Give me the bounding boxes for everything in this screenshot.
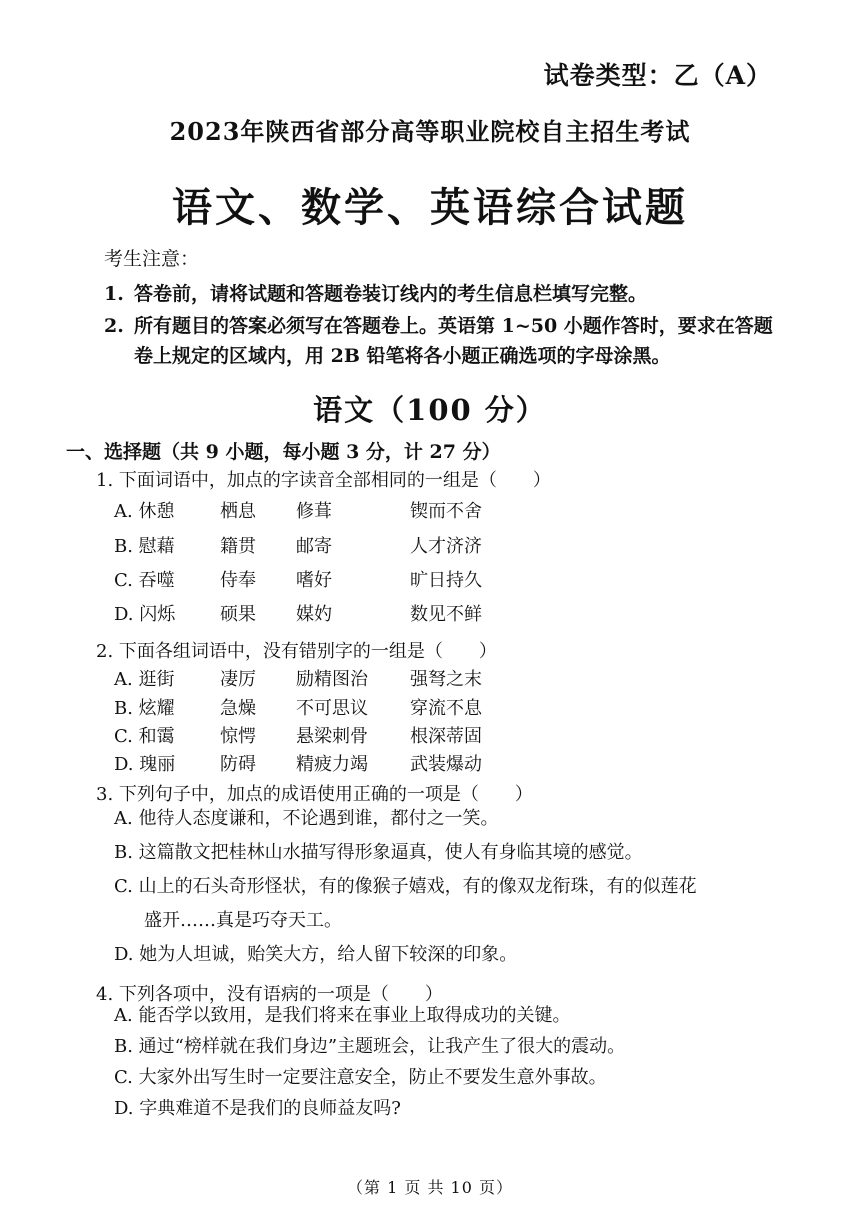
option-cell: 数见不鲜 (410, 604, 482, 625)
option-cell: A. 逛街 (114, 669, 175, 690)
note-number: 1. (104, 283, 124, 305)
note-number: 2. (104, 315, 124, 337)
option-cell: 武装爆动 (410, 754, 482, 775)
option-cell: 旷日持久 (410, 570, 482, 591)
question-4-option-b: B. 通过“榜样就在我们身边”主题班会，让我产生了很大的震动。 (114, 1036, 626, 1057)
option-cell: 悬梁刺骨 (296, 726, 368, 747)
question-3-options (114, 802, 794, 972)
option-cell: 防碍 (220, 754, 256, 775)
option-cell: 邮寄 (296, 536, 332, 557)
question-1-option-a (114, 497, 482, 523)
option-cell: 凄厉 (220, 669, 256, 690)
note-item (104, 279, 784, 309)
option-cell: 穿流不息 (410, 698, 482, 719)
question-4-options (114, 1000, 794, 1124)
option-cell: 励精图治 (296, 669, 368, 690)
question-1-option-d (114, 600, 482, 626)
option-cell: 修葺 (296, 501, 332, 522)
paper-type: 试卷类型：乙（A） (543, 61, 772, 90)
question-3-stem: 3. 下列句子中，加点的成语使用正确的一项是（ ） (96, 784, 533, 805)
option-cell: 侍奉 (220, 570, 256, 591)
option-cell: 栖息 (220, 501, 256, 522)
option-cell: 惊愕 (220, 726, 256, 747)
question-2-option-a (114, 665, 482, 691)
option-cell: 精疲力竭 (296, 754, 368, 775)
question-4-option-c: C. 大家外出写生时一定要注意安全，防止不要发生意外事故。 (114, 1067, 607, 1088)
option-cell: 人才济济 (410, 536, 482, 557)
exam-title: 语文、数学、英语综合试题 (172, 184, 688, 231)
option-cell: B. 慰藉 (114, 536, 175, 557)
question-1-option-b (114, 532, 482, 558)
option-cell: C. 和霭 (114, 726, 175, 747)
question-2-option-b (114, 694, 482, 720)
section-title: 语文（100 分） (313, 393, 547, 427)
option-cell: 不可思议 (296, 698, 368, 719)
question-1-option-c (114, 566, 482, 592)
option-cell: 籍贯 (220, 536, 256, 557)
question-4-stem: 4. 下列各项中，没有语病的一项是（ ） (96, 984, 443, 1005)
option-cell: D. 瑰丽 (114, 754, 176, 775)
option-cell: C. 吞噬 (114, 570, 175, 591)
question-4-option-d: D. 字典难道不是我们的良师益友吗? (114, 1098, 401, 1119)
notes-heading: 考生注意： (104, 248, 200, 270)
option-cell: B. 炫耀 (114, 698, 175, 719)
question-3-option-c-continued: 盛开……真是巧夺天工。 (144, 910, 342, 931)
option-cell: 根深蒂固 (410, 726, 482, 747)
note-text: 所有题目的答案必须写在答题卷上。英语第 1~50 小题作答时，要求在答题卷上规定的区域内，用 2B 铅笔将各小题正确选项的字母涂黑。 (134, 315, 773, 367)
part-title: 一、选择题（共 9 小题，每小题 3 分，计 27 分） (66, 441, 501, 463)
question-2-option-c (114, 722, 482, 748)
candidate-notes (104, 244, 784, 373)
question-3-option-a: A. 他待人态度谦和，不论遇到谁，都付之一笑。 (114, 808, 499, 829)
option-cell: 锲而不舍 (410, 501, 482, 522)
question-4-option-a: A. 能否学以致用，是我们将来在事业上取得成功的关键。 (114, 1005, 571, 1026)
exam-subtitle: 2023年陕西省部分高等职业院校自主招生考试 (169, 117, 691, 146)
option-cell: D. 闪烁 (114, 604, 176, 625)
question-2-option-d (114, 750, 482, 776)
option-cell: 硕果 (220, 604, 256, 625)
option-cell: 急燥 (220, 698, 256, 719)
option-cell: 媒妁 (296, 604, 332, 625)
option-cell: 强弩之末 (410, 669, 482, 690)
option-cell: 嗜好 (296, 570, 332, 591)
note-item (104, 311, 784, 371)
question-3-option-d: D. 她为人坦诚，贻笑大方，给人留下较深的印象。 (114, 944, 518, 965)
note-text: 答卷前，请将试题和答题卷装订线内的考生信息栏填写完整。 (134, 283, 648, 305)
page-footer: （第 1 页 共 10 页） (347, 1178, 513, 1197)
question-3-option-b: B. 这篇散文把桂林山水描写得形象逼真，使人有身临其境的感觉。 (114, 842, 643, 863)
question-3-option-c: C. 山上的石头奇形怪状，有的像猴子嬉戏，有的像双龙衔珠，有的似莲花 (114, 876, 697, 897)
option-cell: A. 休憩 (114, 501, 175, 522)
question-2-stem: 2. 下面各组词语中，没有错别字的一组是（ ） (96, 641, 497, 662)
question-1-stem: 1. 下面词语中，加点的字读音全部相同的一组是（ ） (96, 470, 551, 491)
